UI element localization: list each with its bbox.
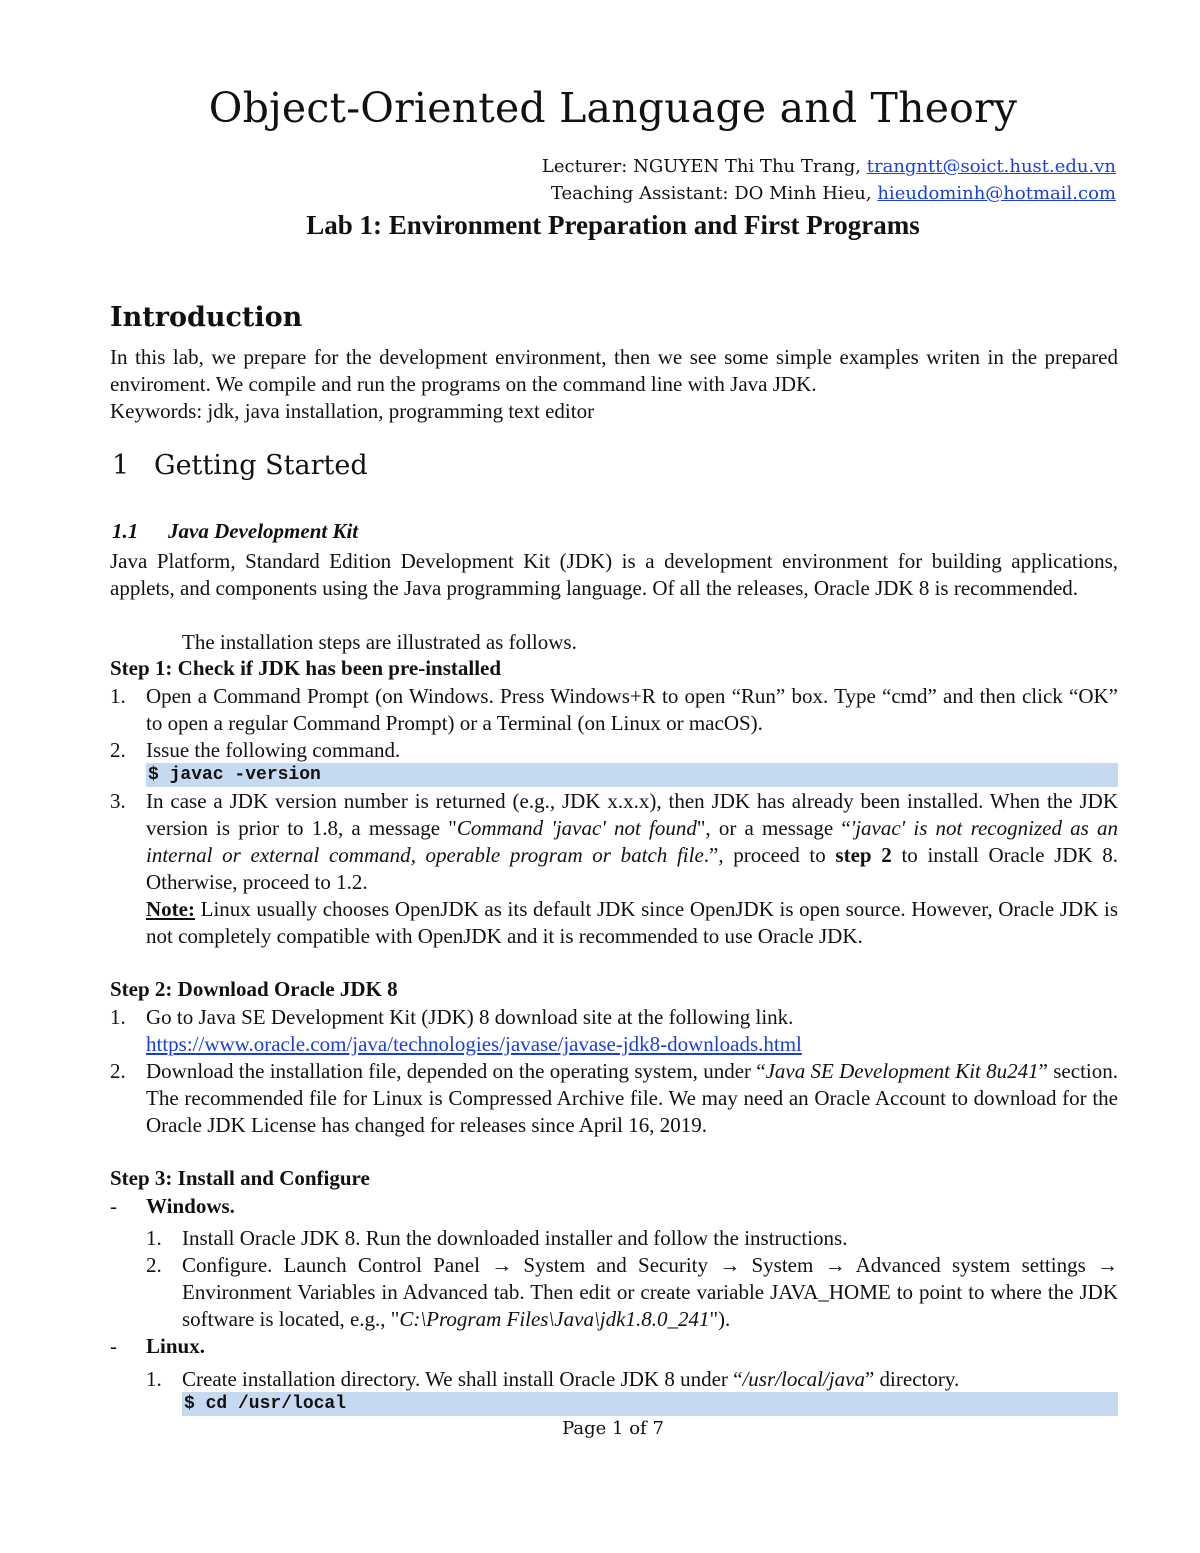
linux-heading: - Linux. [110,1334,205,1358]
section-1-title: Getting Started [154,450,368,481]
section-1-1-title: Java Development Kit [168,519,359,543]
section-1-1-number: 1.1 [112,519,139,543]
jdk-description: Java Platform, Standard Edition Development Kit (JDK) is a development environment for building applications, applets, and components using the Java programming language. Of all the releases, Oracle JDK 8 is recommended. [110,549,1118,600]
list-item: 3. In case a JDK version number is returned (e.g., JDK x.x.x), then JDK has already been installed. When the JDK version is prior to 1.8, a message "Command 'javac' not found", or a message “'javac' is not recognized as an internal or external command, operable program or batch file.”, proceed to step 2 to install Oracle JDK 8. Otherwise, proceed to 1.2. [110,789,1118,894]
assistant-label: Teaching Assistant: DO Minh Hieu, [550,183,878,204]
note-paragraph: Note: Linux usually chooses OpenJDK as its default JDK since OpenJDK is open source. However, Oracle JDK is not completely compatible with OpenJDK and it is recommended to use Oracle JDK. [146,897,1118,948]
intro-paragraph: In this lab, we prepare for the development environment, then we see some simple examples writen in the prepared enviroment. We compile and run the programs on the command line with Java JDK. [110,345,1118,396]
list-item: 1. Install Oracle JDK 8. Run the downloaded installer and follow the instructions. [146,1226,848,1250]
lecturer-label: Lecturer: NGUYEN Thi Thu Trang, [541,156,867,177]
note-label: Note: [146,897,195,921]
windows-heading: - Windows. [110,1194,235,1218]
list-item: 1. Go to Java SE Development Kit (JDK) 8 download site at the following link. https://www.oracle.com/java/technologies/javase/javase-jdk8-downloads.html [110,1005,802,1056]
steps-intro: The installation steps are illustrated as follows. [182,630,577,654]
document-title: Object-Oriented Language and Theory [208,84,1018,132]
code-block: $ javac -version [146,763,1118,787]
step-3-title: Step 3: Install and Configure [110,1166,370,1190]
step-2-title: Step 2: Download Oracle JDK 8 [110,977,398,1001]
section-1-number: 1 [112,450,130,481]
list-item: 2. Configure. Launch Control Panel → System and Security → System → Advanced system settings → Environment Variables in Advanced tab. Then edit or create variable JAVA_HOME to point to where the JDK software is located, e.g., "C:\Program Files\Java\jdk1.8.0_241"). [146,1253,1118,1331]
assistant-line [551,183,1116,204]
lecturer-email-link[interactable]: trangntt@soict.hust.edu.vn [866,156,1116,177]
page-footer: Page 1 of 7 [562,1418,664,1439]
assistant-email-link[interactable]: hieudominh@hotmail.com [877,183,1116,204]
list-item: 1. Create installation directory. We shall install Oracle JDK 8 under “/usr/local/java” directory. [146,1367,960,1391]
lab-title: Lab 1: Environment Preparation and First Programs [306,210,920,240]
page-total: 7 [652,1418,664,1439]
jdk-download-link[interactable]: https://www.oracle.com/java/technologies/javase/javase-jdk8-downloads.html [146,1032,802,1056]
intro-keywords: Keywords: jdk, java installation, programming text editor [110,399,595,423]
intro-heading: Introduction [110,302,303,333]
section-1-heading [112,450,368,481]
section-1-1-heading [112,519,358,544]
lecturer-line [542,156,1116,177]
page-number: 1 [612,1418,624,1439]
code-block: $ cd /usr/local [182,1392,1118,1416]
list-item: 2. Download the installation file, depended on the operating system, under “Java SE Development Kit 8u241” section. The recommended file for Linux is Compressed Archive file. We may need an Oracle Account to download for the Oracle JDK License has changed for releases since April 16, 2019. [110,1059,1118,1137]
step-1-title: Step 1: Check if JDK has been pre-installed [110,656,502,680]
list-item: 2. Issue the following command. [110,738,401,762]
list-item: 1. Open a Command Prompt (on Windows. Press Windows+R to open “Run” box. Type “cmd” and then click “OK” to open a regular Command Prompt) or a Terminal (on Linux or macOS). [110,684,1118,735]
